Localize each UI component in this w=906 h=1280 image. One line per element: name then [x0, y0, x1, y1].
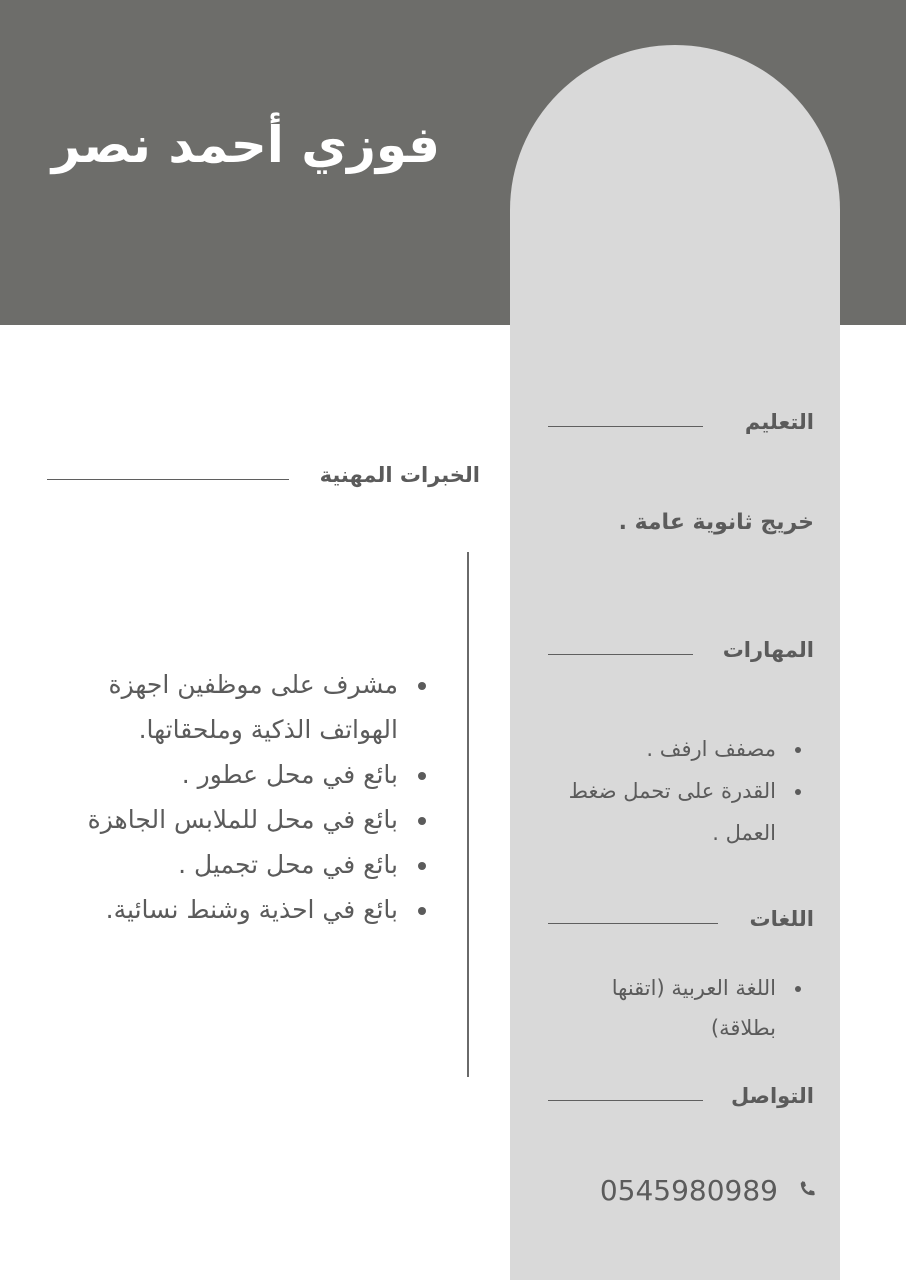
- education-text: خريج ثانوية عامة .: [618, 510, 814, 535]
- phone-icon: [796, 1179, 818, 1201]
- contact-divider: [548, 1100, 703, 1101]
- contact-phone-row: [560, 1168, 818, 1212]
- contact-title: التواصل: [730, 1084, 814, 1108]
- skills-title: المهارات: [722, 638, 814, 662]
- experience-item: • بائع في محل للملابس الجاهزة: [34, 797, 404, 842]
- experience-list: [34, 662, 428, 932]
- experience-item: • بائع في محل تجميل .: [34, 842, 404, 887]
- skill-item: • القدرة على تحمل ضغط العمل .: [552, 770, 782, 854]
- experience-item: • بائع في محل عطور .: [34, 752, 404, 797]
- experience-timeline-line: [467, 552, 469, 1077]
- skills-divider: [548, 654, 693, 655]
- education-title: التعليم: [744, 410, 814, 434]
- education-divider: [548, 426, 703, 427]
- languages-list: [552, 968, 806, 1048]
- skills-list: [552, 728, 806, 854]
- languages-divider: [548, 923, 718, 924]
- experience-item: • بائع في احذية وشنط نسائية.: [34, 887, 404, 932]
- experience-title: الخبرات المهنية: [319, 463, 480, 487]
- language-item: • اللغة العربية (اتقنها بطلاقة): [552, 968, 782, 1048]
- contact-phone: 0545980989: [599, 1173, 778, 1207]
- experience-divider: [47, 479, 289, 480]
- person-name: فوزي أحمد نصر: [51, 116, 440, 174]
- skill-item: • مصفف ارفف .: [552, 728, 782, 770]
- experience-item: • مشرف على موظفين اجهزة الهواتف الذكية وملحقاتها.: [34, 662, 404, 752]
- languages-title: اللغات: [749, 907, 814, 931]
